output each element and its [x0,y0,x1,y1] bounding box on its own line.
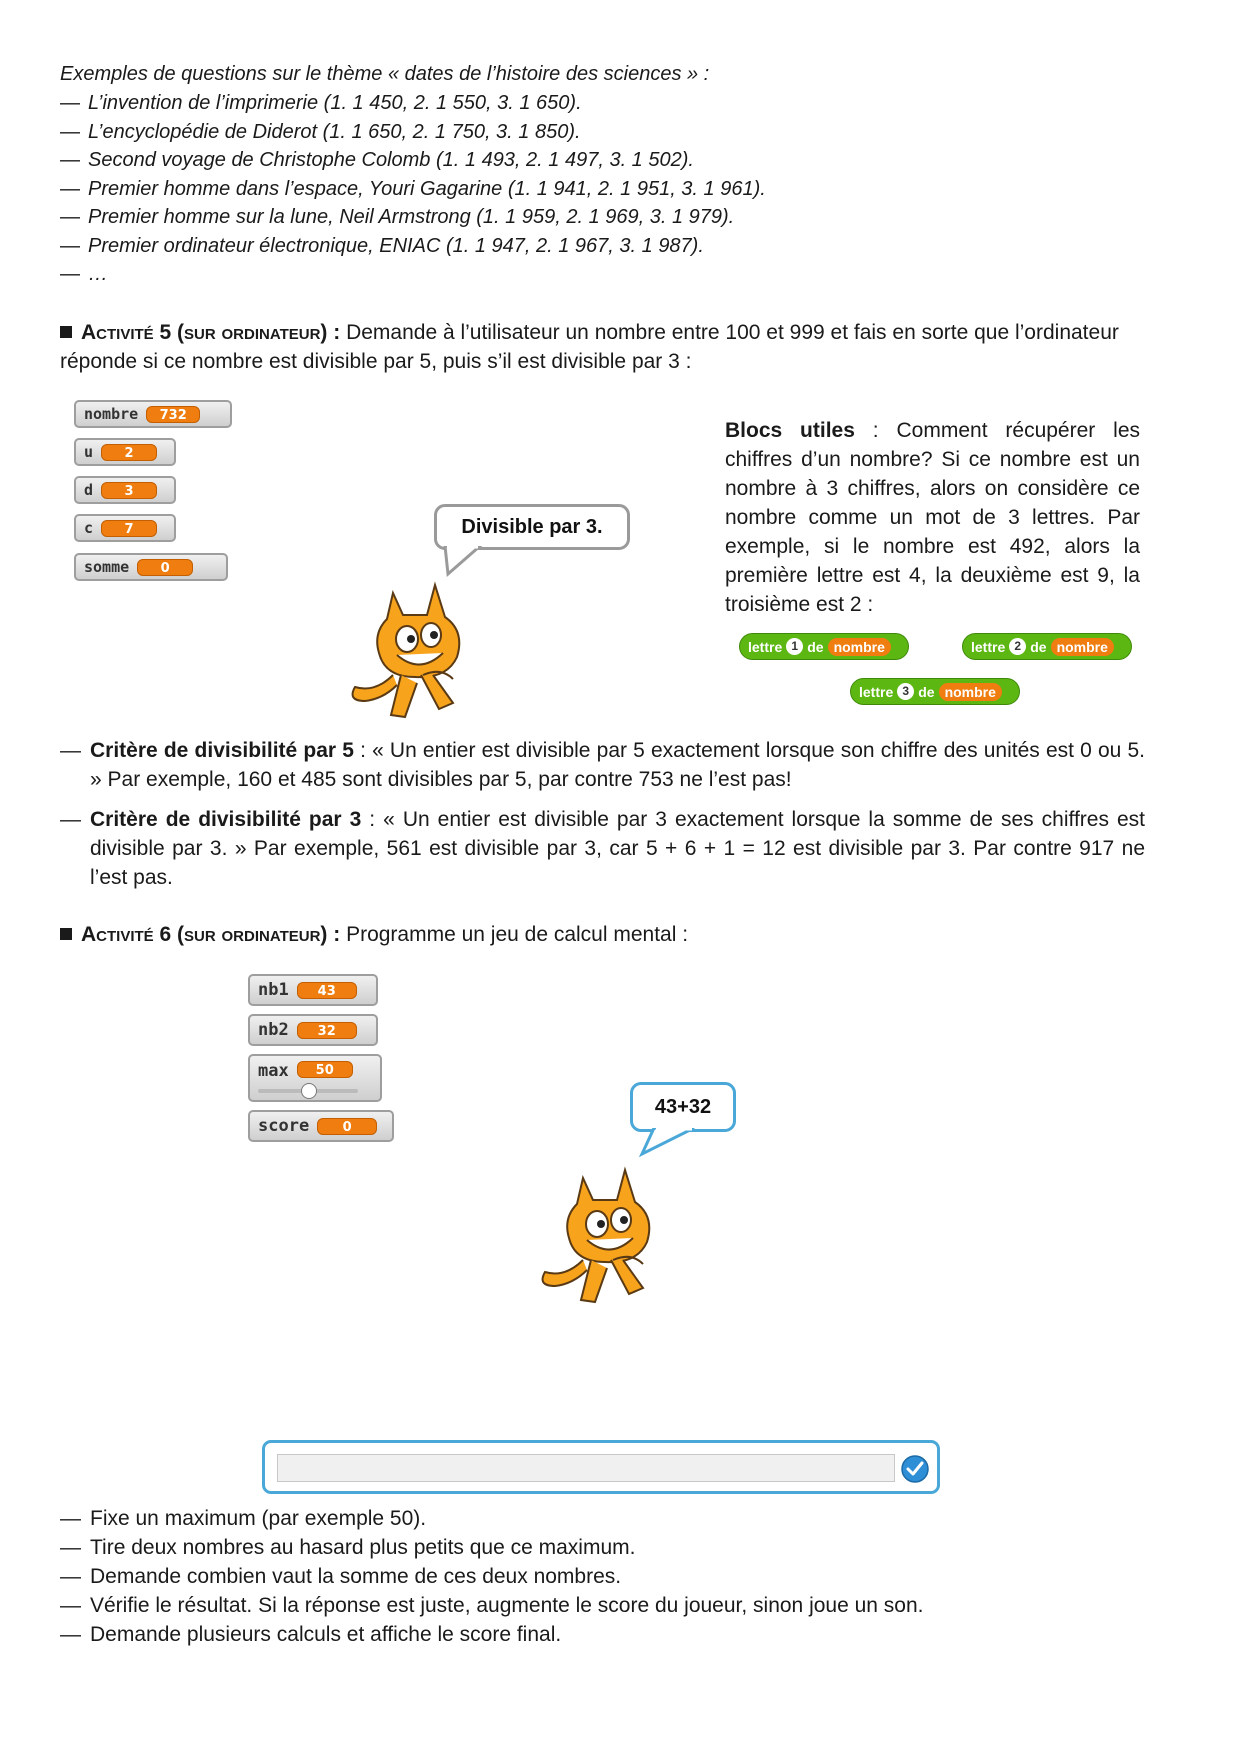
monitor-label: u [84,443,94,461]
list-item: — Premier homme sur la lune, Neil Armstrong (1. 1 959, 2. 1 969, 3. 1 979). [60,203,1060,232]
variable-monitor-score[interactable] [248,1110,394,1142]
variable-monitor-d[interactable] [74,476,176,504]
block-argument: nombre [828,638,891,656]
blocs-utiles-title: Blocs utiles [725,419,855,442]
check-submit-icon[interactable] [900,1454,930,1484]
criterion-text: : « Un entier est divisible par 3 exactement lorsque la somme de ses chiffres est divisible par 3. » Par exemple, 561 est divisible par 3, car 5 + 6 + 1 = 12 est divisible par 3. Par contre 917 ne l’est pas. [90,808,1145,889]
block-index: 3 [897,683,914,700]
block-index: 2 [1009,638,1026,655]
speech-bubble: 43+32 [630,1082,736,1132]
list-item: — L’encyclopédie de Diderot (1. 1 650, 2. 1 750, 3. 1 850). [60,118,1060,147]
block-word: lettre [859,683,894,700]
monitor-value: 50 [297,1061,353,1078]
activity5-title: Activité 5 (sur ordinateur) : [81,321,341,344]
variable-monitor-nb1[interactable] [248,974,378,1006]
letter-of-block-1[interactable] [739,633,909,660]
variable-monitor-max[interactable] [248,1054,382,1102]
list-item: — Demande combien vaut la somme de ces deux nombres. [60,1562,1145,1591]
monitor-label: d [84,481,94,499]
activity5-heading [60,318,1145,376]
list-item: — Premier homme dans l’espace, Youri Gagarine (1. 1 941, 2. 1 951, 3. 1 961). [60,175,1060,204]
scratch-cat-icon [335,575,485,725]
speech-bubble: Divisible par 3. [434,504,630,550]
monitor-value: 2 [101,444,157,461]
list-item: — Fixe un maximum (par exemple 50). [60,1504,1145,1533]
monitor-value: 7 [101,520,157,537]
letter-of-block-2[interactable] [962,633,1132,660]
block-of: de [918,683,935,700]
list-item: — L’invention de l’imprimerie (1. 1 450, 2. 1 550, 3. 1 650). [60,89,1060,118]
monitor-value: 3 [101,482,157,499]
history-intro: Exemples de questions sur le thème « dates de l’histoire des sciences » : [60,63,710,85]
variable-monitor-somme[interactable] [74,553,228,581]
activity6-title: Activité 6 (sur ordinateur) : [81,923,341,946]
scratch-cat-icon [525,1160,675,1310]
answer-input[interactable] [277,1454,895,1482]
monitor-label: score [258,1116,310,1136]
max-slider-knob[interactable] [301,1083,317,1099]
criterion-text: : « Un entier est divisible par 5 exactement lorsque son chiffre des unités est 0 ou 5. » Par exemple, 160 et 485 sont divisibles par 5, par contre 753 ne l’est pas! [90,739,1146,791]
blocs-utiles-paragraph [725,416,1140,619]
variable-monitor-nb2[interactable] [248,1014,378,1046]
list-item: — Tire deux nombres au hasard plus petits que ce maximum. [60,1533,1145,1562]
list-item: — Second voyage de Christophe Colomb (1. 1 493, 2. 1 497, 3. 1 502). [60,146,1060,175]
steps-list [60,1504,1145,1649]
square-bullet-icon [60,326,72,338]
variable-monitor-u[interactable] [74,438,176,466]
activity6-text: Programme un jeu de calcul mental : [346,923,689,946]
monitor-value: 32 [297,1022,357,1039]
monitor-label: nb2 [258,1020,289,1040]
monitor-label: nb1 [258,980,289,1000]
square-bullet-icon [60,928,72,940]
criterion-title: Critère de divisibilité par 5 [90,739,354,762]
block-of: de [1030,638,1047,655]
activity6-heading [60,920,1145,949]
monitor-label: c [84,519,94,537]
variable-monitor-c[interactable] [74,514,176,542]
list-item: — Premier ordinateur électronique, ENIAC (1. 1 947, 2. 1 967, 3. 1 987). [60,232,1060,261]
monitor-label: max [258,1061,289,1081]
list-item: — Vérifie le résultat. Si la réponse est juste, augmente le score du joueur, sinon joue un son. [60,1591,1145,1620]
activity5-text: Demande à l’utilisateur un nombre entre 100 et 999 et fais en sorte que l’ordinateur réponde si ce nombre est divisible par 5, puis s’il est divisible par 3 : [60,321,1119,373]
list-item [60,805,1145,892]
monitor-label: somme [84,558,130,576]
speech-bubble-tail-icon [634,1128,704,1158]
history-list [60,89,1060,289]
blocs-utiles-text: : Comment récupérer les chiffres d’un nombre? Si ce nombre est un nombre à 3 chiffres, alors on considère ce nombre comme un mot de 3 lettres. Par exemple, si le nombre est 492, alors la première lettre est 4, la deuxième est 9, la troisième est 2 : [725,419,1141,616]
list-item [60,736,1145,794]
list-item: — … [60,260,1060,289]
speech-bubble-tail-icon [440,546,500,578]
monitor-value: 732 [146,406,200,423]
block-word: lettre [971,638,1006,655]
block-index: 1 [786,638,803,655]
list-item: — Demande plusieurs calculs et affiche le score final. [60,1620,1145,1649]
block-argument: nombre [939,683,1002,701]
monitor-value: 0 [137,559,193,576]
variable-monitor-nombre[interactable] [74,400,232,428]
criterion-title: Critère de divisibilité par 3 [90,808,362,831]
ask-answer-box [262,1440,940,1494]
letter-of-block-3[interactable] [850,678,1020,705]
block-argument: nombre [1051,638,1114,656]
block-word: lettre [748,638,783,655]
block-of: de [807,638,824,655]
monitor-value: 0 [317,1118,377,1135]
monitor-value: 43 [297,982,357,999]
criteria-list [60,736,1145,892]
monitor-label: nombre [84,405,139,423]
